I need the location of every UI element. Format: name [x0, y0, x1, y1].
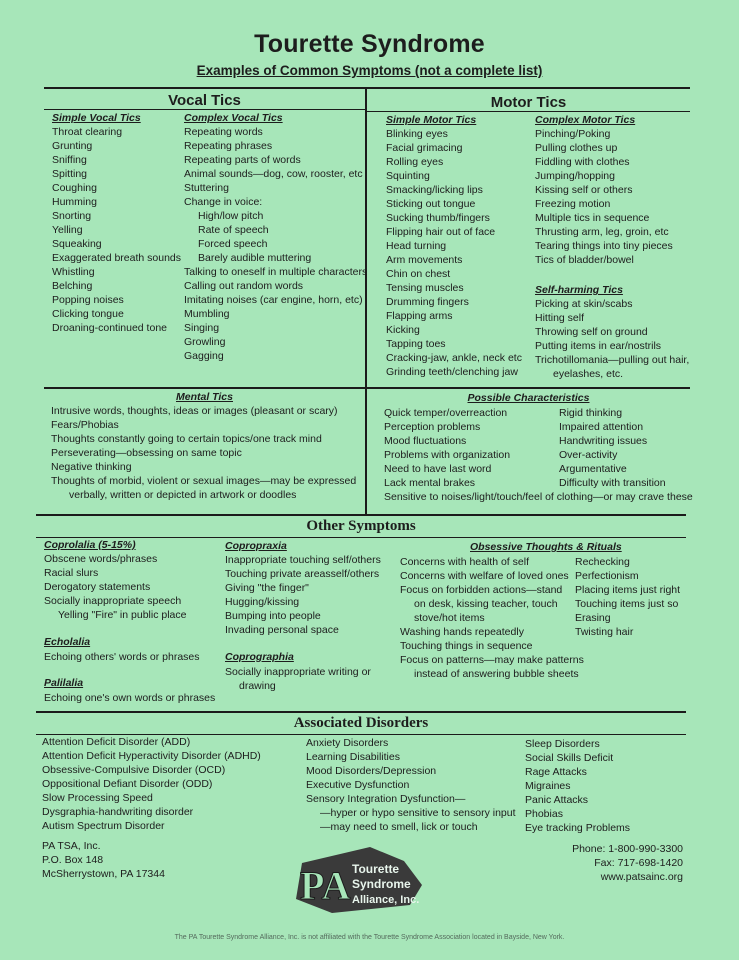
list-item: Concerns with health of self [400, 556, 529, 568]
list-item: Arm movements [386, 254, 463, 266]
complex-motor-tics-heading: Complex Motor Tics [535, 114, 636, 126]
echolalia-heading: Echolalia [44, 636, 91, 648]
divider-associated [36, 711, 686, 713]
list-item: Exaggerated breath sounds [52, 252, 182, 264]
list-item: Grinding teeth/clenching jaw [386, 366, 518, 378]
list-item: Belching [52, 280, 93, 292]
tsa-logo [292, 843, 432, 918]
list-item: Singing [184, 322, 220, 334]
list-item: Tics of bladder/bowel [535, 254, 634, 266]
list-item: High/low pitch [198, 210, 264, 222]
list-item: Echoing one's own words or phrases [44, 692, 216, 704]
associated-disorders-col1 [42, 735, 261, 833]
list-item: Touching private areasself/others [225, 568, 380, 580]
list-item: Flipping hair out of face [386, 226, 496, 238]
list-item: Putting items in ear/nostrils [535, 340, 662, 352]
simple-motor-tics-list [386, 127, 522, 379]
list-item: Derogatory statements [44, 581, 151, 593]
list-item: Multiple tics in sequence [535, 212, 650, 224]
list-item: Hitting self [535, 312, 585, 324]
list-item: Blinking eyes [386, 128, 448, 140]
list-item: Coughing [52, 182, 97, 194]
contact-line: Fax: 717-698-1420 [594, 857, 683, 869]
list-item: Imitating noises (car engine, horn, etc) [184, 294, 363, 306]
list-item: Attention Deficit Hyperactivity Disorder (ADHD) [42, 750, 261, 762]
list-item: Snorting [52, 210, 92, 222]
palilalia-list [44, 691, 215, 705]
list-item: Oppositional Defiant Disorder (ODD) [42, 778, 213, 790]
list-item: Rate of speech [198, 224, 269, 236]
list-item: Kicking [386, 324, 420, 336]
list-item: on desk, kissing teacher, touch [414, 598, 558, 610]
list-item: Facial grimacing [386, 142, 463, 154]
list-item: Invading personal space [225, 624, 339, 636]
list-item: Sniffing [52, 154, 87, 166]
list-item: Fears/Phobias [51, 419, 119, 431]
list-item: Echoing others' words or phrases [44, 651, 200, 663]
divider-other-bottom [36, 537, 686, 538]
list-item: Jumping/hopping [535, 170, 615, 182]
list-item: Thrusting arm, leg, groin, etc [535, 226, 669, 238]
coprolalia-list [44, 552, 186, 622]
associated-disorders-col3 [525, 737, 630, 835]
list-item: Intrusive words, thoughts, ideas or images (pleasant or scary) [51, 405, 338, 417]
list-item: Bumping into people [225, 610, 321, 622]
list-item: Autism Spectrum Disorder [42, 820, 165, 832]
list-item: Panic Attacks [525, 794, 589, 806]
list-item: instead of answering bubble sheets [414, 668, 579, 680]
list-item: Socially inappropriate speech [44, 595, 182, 607]
list-item: Yelling "Fire" in public place [58, 609, 187, 621]
coprolalia-heading: Coprolalia (5-15%) [44, 539, 136, 551]
list-item: Drumming fingers [386, 296, 469, 308]
associated-disorders-heading: Associated Disorders [293, 715, 429, 731]
contact-line: www.patsainc.org [600, 871, 683, 883]
copropraxia-list [225, 553, 381, 637]
list-item: Yelling [52, 224, 83, 236]
list-item: Growling [184, 336, 226, 348]
list-item: Animal sounds—dog, cow, rooster, etc [184, 168, 363, 180]
list-item: Talking to oneself in multiple characters [184, 266, 368, 278]
divider-motor [367, 111, 690, 112]
logo-line-2: Syndrome [352, 877, 411, 891]
list-item: Tensing muscles [386, 282, 464, 294]
list-item: Argumentative [559, 463, 627, 475]
list-item: Placing items just right [575, 584, 681, 596]
list-item: —may need to smell, lick or touch [320, 821, 478, 833]
divider-vocal [44, 109, 365, 110]
list-item: Quick temper/overreaction [384, 407, 508, 419]
mental-tics-heading: Mental Tics [176, 391, 233, 403]
list-item: Whistling [52, 266, 95, 278]
complex-vocal-tics-list [184, 125, 367, 363]
list-item: Picking at skin/scabs [535, 298, 633, 310]
list-item: Change in voice: [184, 196, 263, 208]
obsessive-thoughts-heading: Obsessive Thoughts & Rituals [470, 541, 622, 553]
list-item: Twisting hair [575, 626, 634, 638]
list-item: Focus on forbidden actions—stand [400, 584, 563, 596]
footer-address [42, 839, 165, 881]
list-item: Handwriting issues [559, 435, 648, 447]
list-item: Racial slurs [44, 567, 99, 579]
logo-line-1: Tourette [352, 862, 400, 876]
page-subtitle: Examples of Common Symptoms (not a complete list) [196, 63, 543, 78]
list-item: Learning Disabilities [306, 751, 400, 763]
list-item: Difficulty with transition [559, 477, 666, 489]
list-item: Phobias [525, 808, 563, 820]
address-line: PA TSA, Inc. [42, 840, 101, 852]
list-item: Mood Disorders/Depression [306, 765, 437, 777]
list-item: Inappropriate touching self/others [225, 554, 381, 566]
list-item: Pulling clothes up [535, 142, 618, 154]
mental-tics-list [51, 404, 356, 502]
list-item: Flapping arms [386, 310, 453, 322]
list-item: —hyper or hypo sensitive to sensory input [320, 807, 516, 819]
associated-disorders-col2 [306, 736, 516, 834]
echolalia-list [44, 650, 200, 664]
list-item: stove/hot items [414, 612, 485, 624]
list-item: Mood fluctuations [384, 435, 467, 447]
list-item: Sucking thumb/fingers [386, 212, 490, 224]
list-item: Executive Dysfunction [306, 779, 410, 791]
list-item: Smacking/licking lips [386, 184, 483, 196]
list-item: eyelashes, etc. [553, 368, 624, 380]
simple-vocal-tics-list [52, 125, 181, 335]
obsessive-thoughts-right [575, 555, 680, 639]
list-item: Barely audible muttering [198, 252, 312, 264]
list-item: Throat clearing [52, 126, 123, 138]
list-item: Throwing self on ground [535, 326, 648, 338]
obsessive-thoughts-left [400, 555, 584, 681]
list-item: Lack mental brakes [384, 477, 476, 489]
list-item: Erasing [575, 612, 611, 624]
list-item: Forced speech [198, 238, 268, 250]
list-item: Droaning-continued tone [52, 322, 167, 334]
list-item: Cracking-jaw, ankle, neck etc [386, 352, 522, 364]
list-item: Washing hands repeatedly [400, 626, 524, 638]
possible-characteristics-right [559, 406, 666, 490]
other-symptoms-heading: Other Symptoms [306, 518, 416, 534]
logo-letters: PA [300, 863, 351, 908]
address-line: P.O. Box 148 [42, 854, 104, 866]
list-item: Sensory Integration Dysfunction— [306, 793, 466, 805]
copropraxia-heading: Copropraxia [225, 540, 287, 552]
list-item: Need to have last word [384, 463, 492, 475]
possible-characteristics-left [384, 406, 510, 490]
list-item: verbally, written or depicted in artwork or doodles [69, 489, 297, 501]
list-item: Popping noises [52, 294, 124, 306]
list-item: Sticking out tongue [386, 198, 476, 210]
list-item: Repeating parts of words [184, 154, 301, 166]
list-item: Calling out random words [184, 280, 304, 292]
list-item: Rechecking [575, 556, 630, 568]
list-item: Focus on patterns—may make patterns [400, 654, 584, 666]
coprographia-heading: Coprographia [225, 651, 294, 663]
list-item: Grunting [52, 140, 93, 152]
complex-vocal-tics-heading: Complex Vocal Tics [184, 112, 283, 124]
possible-characteristics-heading: Possible Characteristics [467, 392, 590, 404]
list-item: drawing [239, 680, 276, 692]
list-item: Squinting [386, 170, 430, 182]
simple-vocal-tics-heading: Simple Vocal Tics [52, 112, 141, 124]
motor-tics-heading: Motor Tics [490, 94, 567, 111]
list-item: Rage Attacks [525, 766, 587, 778]
list-item: Trichotillomania—pulling out hair, [535, 354, 690, 366]
address-line: McSherrystown, PA 17344 [42, 868, 165, 880]
list-item: Mumbling [184, 308, 230, 320]
list-item: Concerns with welfare of loved ones [400, 570, 569, 582]
list-item: Rolling eyes [386, 156, 444, 168]
list-item: Repeating words [184, 126, 263, 138]
list-item: Repeating phrases [184, 140, 273, 152]
list-item: Touching items just so [575, 598, 679, 610]
list-item: Humming [52, 196, 97, 208]
list-item: Giving "the finger" [225, 582, 309, 594]
divider-top [44, 87, 690, 89]
list-item: Attention Deficit Disorder (ADD) [42, 736, 191, 748]
list-item: Thoughts of morbid, violent or sexual images—may be expressed [51, 475, 357, 487]
vocal-tics-heading: Vocal Tics [168, 92, 241, 109]
list-item: Gagging [184, 350, 224, 362]
list-item: Impaired attention [559, 421, 644, 433]
logo-line-3: Alliance, Inc. [352, 894, 420, 906]
list-item: Fiddling with clothes [535, 156, 630, 168]
list-item: Spitting [52, 168, 88, 180]
list-item: Hugging/kissing [225, 596, 300, 608]
list-item: Obscene words/phrases [44, 553, 158, 565]
footer-disclaimer: The PA Tourette Syndrome Alliance, Inc. is not affiliated with the Tourette Syndrome Association located in Bayside, New York. [174, 934, 565, 941]
list-item: Tearing things into tiny pieces [535, 240, 673, 252]
list-item: Perception problems [384, 421, 481, 433]
list-item: Socially inappropriate writing or [225, 666, 371, 678]
list-item: Sleep Disorders [525, 738, 600, 750]
complex-motor-tics-list [535, 127, 673, 267]
list-item: Social Skills Deficit [525, 752, 614, 764]
list-item: Anxiety Disorders [306, 737, 389, 749]
list-item: Tapping toes [386, 338, 446, 350]
list-item: Touching things in sequence [400, 640, 533, 652]
coprographia-list [225, 665, 371, 693]
list-item: Migraines [525, 780, 571, 792]
list-item: Obsessive-Compulsive Disorder (OCD) [42, 764, 226, 776]
self-harming-tics-list [535, 297, 689, 381]
list-item: Over-activity [559, 449, 618, 461]
list-item: Squeaking [52, 238, 102, 250]
list-item: Freezing motion [535, 198, 611, 210]
list-item: Clicking tongue [52, 308, 124, 320]
divider-other [36, 514, 686, 516]
list-item: Rigid thinking [559, 407, 623, 419]
footer-contact [572, 842, 683, 884]
list-item: Thoughts constantly going to certain topics/one track mind [51, 433, 322, 445]
possible-characteristics-last: Sensitive to noises/light/touch/feel of clothing—or may crave these [384, 491, 693, 503]
list-item: Stuttering [184, 182, 229, 194]
divider-middle [44, 387, 690, 389]
list-item: Chin on chest [386, 268, 451, 280]
list-item: Eye tracking Problems [525, 822, 631, 834]
list-item: Kissing self or others [535, 184, 633, 196]
list-item: Negative thinking [51, 461, 132, 473]
list-item: Dysgraphia-handwriting disorder [42, 806, 194, 818]
self-harming-tics-heading: Self-harming Tics [535, 284, 623, 296]
list-item: Perseverating—obsessing on same topic [51, 447, 242, 459]
list-item: Head turning [386, 240, 447, 252]
list-item: Slow Processing Speed [42, 792, 153, 804]
list-item: Problems with organization [384, 449, 511, 461]
palilalia-heading: Palilalia [44, 677, 84, 689]
list-item: Perfectionism [575, 570, 639, 582]
list-item: Pinching/Poking [535, 128, 611, 140]
simple-motor-tics-heading: Simple Motor Tics [386, 114, 477, 126]
contact-line: Phone: 1-800-990-3300 [572, 843, 683, 855]
page-title: Tourette Syndrome [254, 30, 485, 58]
